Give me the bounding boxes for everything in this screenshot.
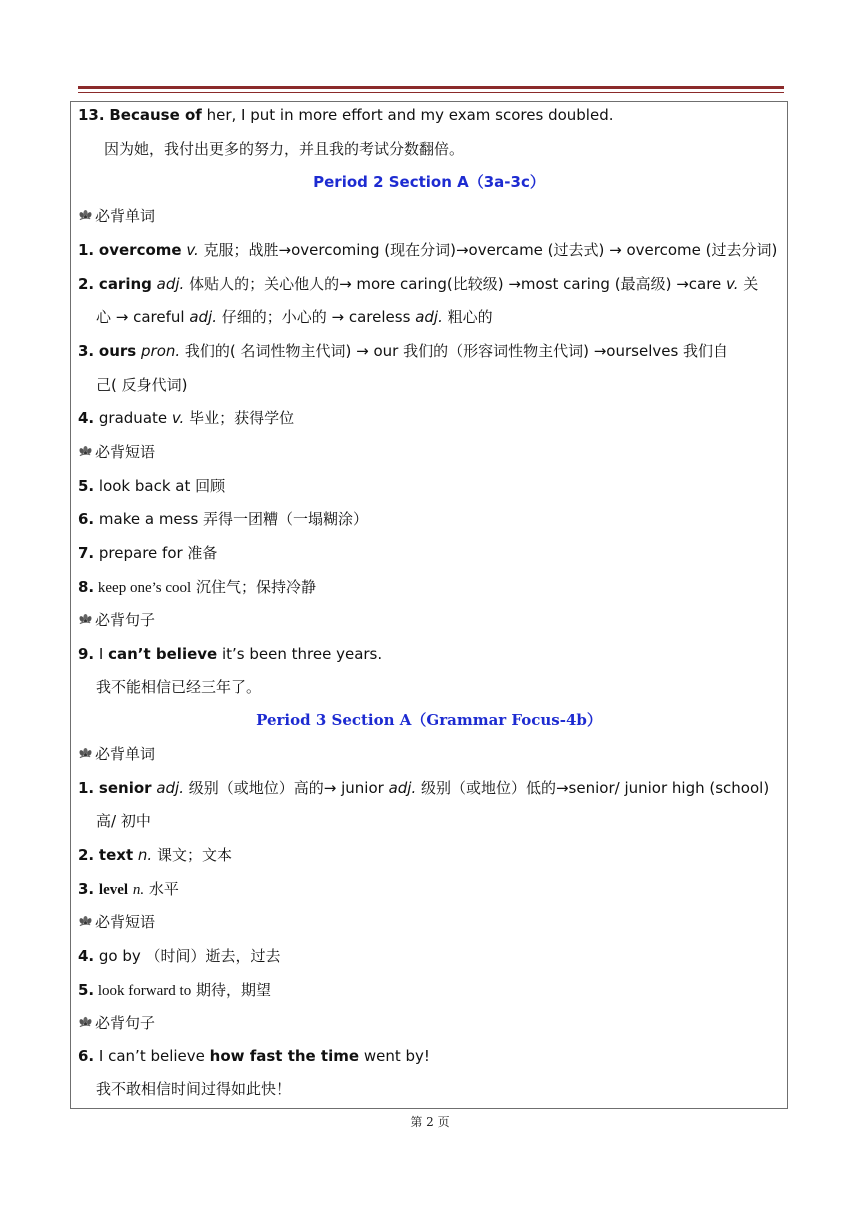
part-of-speech: pron. xyxy=(141,342,181,360)
phrase-text: go by （时间）逝去，过去 xyxy=(94,947,281,965)
flower-icon xyxy=(78,746,93,760)
sentence-13-translation: 因为她，我付出更多的努力，并且我的考试分数翻倍。 xyxy=(104,140,465,158)
flower-icon xyxy=(78,1015,93,1029)
word-item-overcome xyxy=(78,240,777,260)
sentence-text: her, I put in more effort and my exam scores doubled. xyxy=(201,106,614,124)
phrase-text: make a mess 弄得一团糟（一塌糊涂） xyxy=(94,510,369,528)
definition: 心 → careful xyxy=(96,308,190,326)
item-number: 4. xyxy=(78,409,95,427)
section-sentences-heading-2 xyxy=(78,1013,155,1033)
definition: 水平 xyxy=(144,880,179,898)
header-rule-thick xyxy=(78,86,784,89)
item-number: 6. xyxy=(78,1047,95,1065)
part-of-speech: n. xyxy=(132,882,145,898)
part-of-speech: adj. xyxy=(415,308,443,326)
headword: senior xyxy=(98,779,152,797)
headword: overcome xyxy=(98,241,182,259)
item-number: 2. xyxy=(78,846,95,864)
headword: ours xyxy=(98,342,137,360)
headword: graduate xyxy=(94,409,172,427)
sentence-text: I can’t believe xyxy=(94,1047,210,1065)
definition: 我们的( 名词性物主代词) → our 我们的（形容词性物主代词) →ourselves 我们自 xyxy=(180,342,729,360)
definition: 毕业；获得学位 xyxy=(184,409,295,427)
phrase-item-7 xyxy=(78,543,217,563)
phrase-item-look-forward xyxy=(78,980,271,1001)
section-label: 必背单词 xyxy=(95,745,156,763)
phrase-item-6 xyxy=(78,509,368,529)
headword: level xyxy=(98,882,129,898)
key-phrase: how fast the time xyxy=(209,1047,360,1065)
sentence-text: I xyxy=(94,645,109,663)
part-of-speech: adj. xyxy=(189,308,217,326)
phrase-english: keep one’s cool xyxy=(94,580,192,596)
phrase-text: look back at 回顾 xyxy=(94,477,226,495)
flower-icon xyxy=(78,914,93,928)
definition: 课文；文本 xyxy=(152,846,232,864)
definition: 级别（或地位）高的→ junior xyxy=(183,779,389,797)
key-phrase: Because of xyxy=(109,106,202,124)
item-number: 4. xyxy=(78,947,95,965)
part-of-speech: v. xyxy=(186,241,199,259)
item-number: 7. xyxy=(78,544,95,562)
section-label: 必背短语 xyxy=(95,913,156,931)
sentence-9-translation: 我不能相信已经三年了。 xyxy=(96,678,262,696)
word-item-senior-cont: 高/ 初中 xyxy=(96,812,151,830)
item-number: 2. xyxy=(78,275,95,293)
item-number: 13. xyxy=(78,106,105,124)
part-of-speech: adj. xyxy=(156,275,185,293)
flower-icon xyxy=(78,444,93,458)
flower-icon xyxy=(78,612,93,626)
key-phrase: can’t believe xyxy=(108,645,218,663)
item-number: 9. xyxy=(78,645,95,663)
sentence-9 xyxy=(78,644,382,664)
word-item-senior xyxy=(78,778,769,798)
section-label: 必背短语 xyxy=(95,443,156,461)
item-number: 5. xyxy=(78,981,95,999)
period-2-heading: Period 2 Section A（3a-3c） xyxy=(313,173,545,191)
sentence-6-translation: 我不敢相信时间过得如此快！ xyxy=(96,1080,292,1098)
headword: caring xyxy=(98,275,152,293)
item-number: 5. xyxy=(78,477,95,495)
phrase-english: look forward to xyxy=(94,983,192,999)
definition: 关 xyxy=(738,275,759,293)
phrase-item-go-by xyxy=(78,946,281,966)
section-words-heading xyxy=(78,206,155,226)
headword: text xyxy=(98,846,134,864)
page-footer: 第 2 页 xyxy=(410,1115,450,1129)
part-of-speech: v. xyxy=(726,275,739,293)
phrase-text: 期待，期望 xyxy=(191,981,271,999)
item-number: 8. xyxy=(78,578,95,596)
word-item-ours-cont: 己( 反身代词) xyxy=(96,376,188,394)
item-number: 6. xyxy=(78,510,95,528)
sentence-text: it’s been three years. xyxy=(217,645,383,663)
section-label: 必背单词 xyxy=(95,207,156,225)
sentence-13 xyxy=(78,105,614,125)
flower-icon xyxy=(78,208,93,222)
sentence-text: went by! xyxy=(359,1047,430,1065)
definition: 体贴人的；关心他人的→ more caring(比较级) →most caring (最高级) →care xyxy=(184,275,727,293)
word-item-caring xyxy=(78,274,758,294)
definition: 级别（或地位）低的→senior/ junior high (school) xyxy=(416,779,770,797)
word-item-graduate xyxy=(78,408,294,428)
section-sentences-heading xyxy=(78,610,155,630)
phrase-item-5 xyxy=(78,476,225,496)
section-phrases-heading-2 xyxy=(78,912,155,932)
section-phrases-heading xyxy=(78,442,155,462)
phrase-item-8 xyxy=(78,577,316,598)
word-item-caring-cont xyxy=(96,307,493,327)
part-of-speech: adj. xyxy=(388,779,417,797)
part-of-speech: n. xyxy=(137,846,153,864)
part-of-speech: v. xyxy=(171,409,185,427)
section-label: 必背句子 xyxy=(95,611,156,629)
definition: 仔细的；小心的 → careless xyxy=(217,308,416,326)
word-item-level xyxy=(78,879,179,900)
section-words-heading-2 xyxy=(78,744,155,764)
sentence-6 xyxy=(78,1046,430,1066)
phrase-text: prepare for 准备 xyxy=(94,544,218,562)
period-3-heading: Period 3 Section A（Grammar Focus-4b） xyxy=(256,711,602,729)
phrase-text: 沉住气；保持冷静 xyxy=(191,578,316,596)
item-number: 1. xyxy=(78,779,95,797)
item-number: 1. xyxy=(78,241,95,259)
word-item-ours xyxy=(78,341,728,361)
section-label: 必背句子 xyxy=(95,1014,156,1032)
definition: 粗心的 xyxy=(442,308,493,326)
item-number: 3. xyxy=(78,342,95,360)
definition: 克服；战胜→overcoming (现在分词)→overcame (过去式) → overcome (过去分词) xyxy=(198,241,778,259)
header-rule-thin xyxy=(78,92,784,93)
part-of-speech: adj. xyxy=(156,779,184,797)
word-item-text xyxy=(78,845,232,865)
item-number: 3. xyxy=(78,880,95,898)
